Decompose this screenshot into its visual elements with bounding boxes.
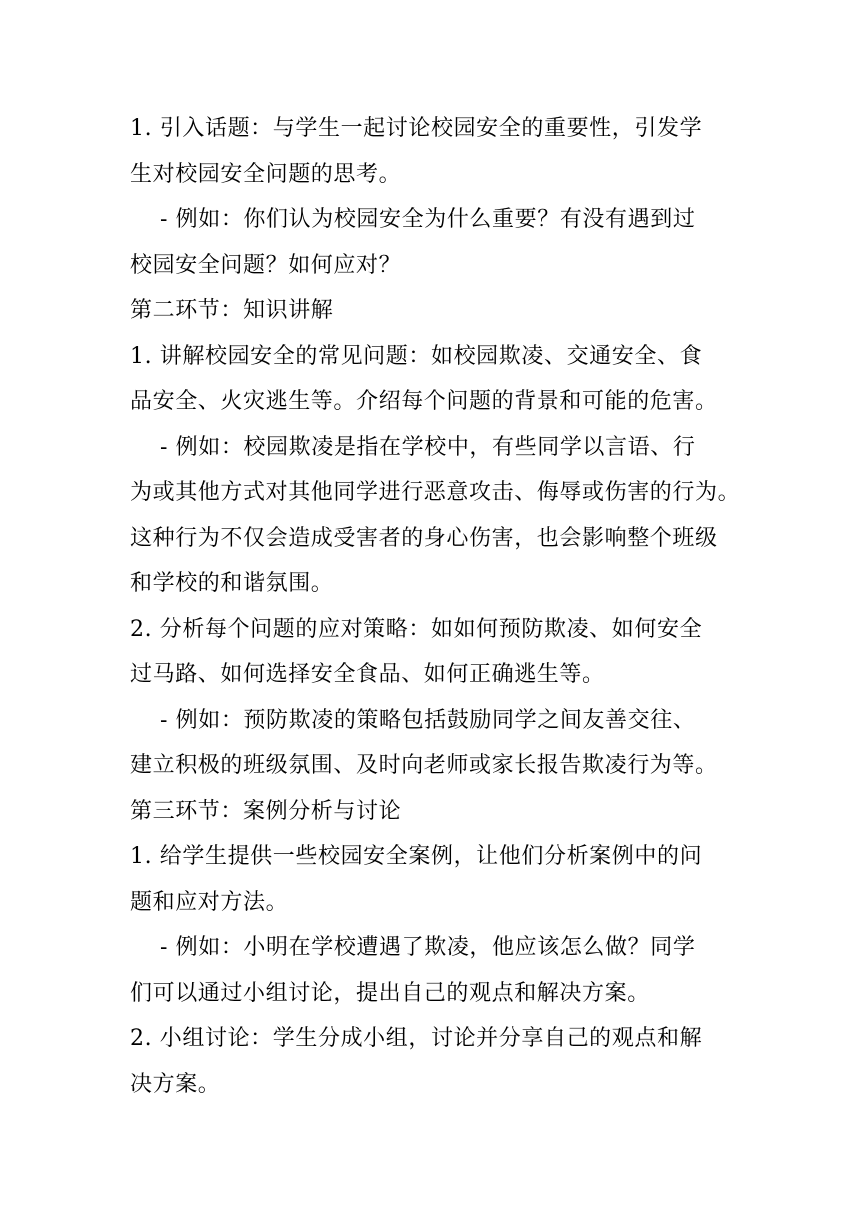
text-line: 和学校的和谐氛围。 (130, 571, 334, 596)
text-line: - 例如：小明在学校遭遇了欺凌，他应该怎么做？同学 (160, 935, 696, 960)
text-line: - 例如：校园欺凌是指在学校中，有些同学以言语、行 (160, 434, 696, 460)
text-line: 品安全、火灾逃生等。介绍每个问题的背景和可能的危害。 (130, 389, 718, 414)
text-line: 校园安全问题？如何应对？ (130, 252, 402, 278)
text-line: 2. 分析每个问题的应对策略：如如何预防欺凌、如何安全 (130, 616, 703, 642)
text-line: 这种行为不仅会造成受害者的身心伤害，也会影响整个班级 (130, 525, 718, 551)
text-line: 生对校园安全问题的思考。 (130, 161, 402, 187)
text-line: 建立积极的班级氛围、及时向老师或家长报告欺凌行为等。 (130, 753, 718, 778)
text-line: 为或其他方式对其他同学进行恶意攻击、侮辱或伤害的行为。 (130, 480, 741, 505)
section-heading: 第二环节：知识讲解 (130, 298, 334, 323)
text-line: - 例如：预防欺凌的策略包括鼓励同学之间友善交往、 (160, 707, 696, 733)
text-line: 1. 引入话题：与学生一起讨论校园安全的重要性，引发学 (130, 116, 703, 141)
text-line: 2. 小组讨论：学生分成小组，讨论并分享自己的观点和解 (130, 1026, 703, 1051)
text-line: - 例如：你们认为校园安全为什么重要？有没有遇到过 (160, 207, 696, 232)
text-line: 题和应对方法。 (130, 889, 289, 915)
section-heading: 第三环节：案例分析与讨论 (130, 798, 402, 824)
text-line: 1. 给学生提供一些校园安全案例，让他们分析案例中的问 (130, 844, 703, 869)
text-line: 决方案。 (130, 1071, 221, 1097)
text-line: 们可以通过小组讨论，提出自己的观点和解决方案。 (130, 980, 650, 1006)
document-body (130, 106, 741, 1107)
text-line: 1. 讲解校园安全的常见问题：如校园欺凌、交通安全、食 (130, 343, 703, 369)
text-line: 过马路、如何选择安全食品、如何正确逃生等。 (130, 662, 605, 687)
